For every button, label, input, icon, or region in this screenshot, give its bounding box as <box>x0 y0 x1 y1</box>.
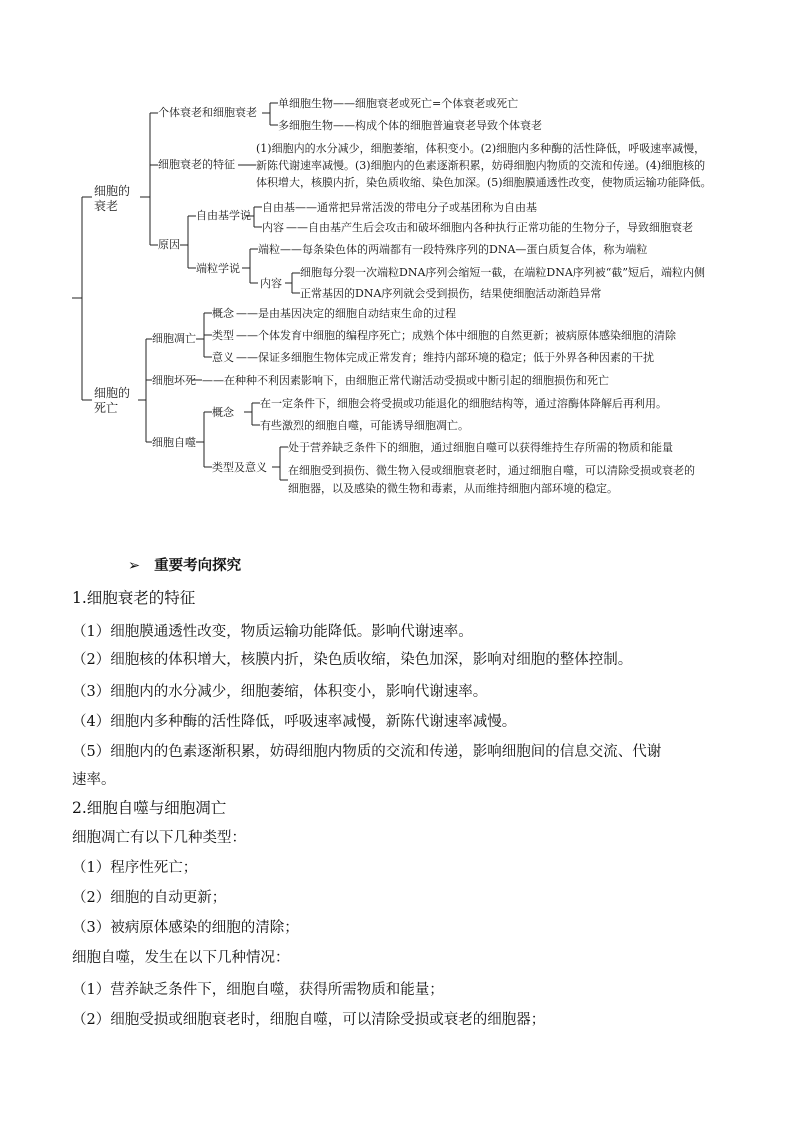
aging-features-node: 细胞衰老的特征 <box>158 158 235 171</box>
list-item: （2）细胞的自动更新； <box>72 890 227 906</box>
list-item: （4）细胞内多种酶的活性降低，呼吸速率减慢，新陈代谢速率减慢。 <box>72 714 517 730</box>
multicellular-text: 多细胞生物——构成个体的细胞普遍衰老导致个体衰老 <box>278 119 542 132</box>
apoptosis-concept: ——是由基因决定的细胞自动结束生命的过程 <box>236 307 456 320</box>
list-item: （1）细胞膜通透性改变，物质运输功能降低。影响代谢速率。 <box>72 624 473 640</box>
list-item: （3）被病原体感染的细胞的清除； <box>72 920 299 936</box>
aging-features-line-3: 体积增大，核膜内折，染色质收缩、染色加深。(5)细胞膜通透性改变，使物质运输功能降低。 <box>256 176 712 189</box>
autophagy-type-2-line-1: 在细胞受到损伤、微生物入侵或细胞衰老时，通过细胞自噬，可以清除受损或衰老的 <box>288 464 695 477</box>
section-1-title: 1.细胞衰老的特征 <box>72 589 196 607</box>
unicellular-text: 单细胞生物——细胞衰老或死亡=个体衰老或死亡 <box>278 97 519 110</box>
apoptosis-types: ——个体发育中细胞的编程序死亡；成熟个体中细胞的自然更新；被病原体感染细胞的清除 <box>236 329 676 342</box>
telomere-content-label: 内容 <box>260 277 282 290</box>
autophagy-concept-line-1: 在一定条件下，细胞会将受损或功能退化的细胞结构等，通过溶酶体降解后再利用。 <box>260 397 667 410</box>
apoptosis-types-label: 类型 <box>212 329 234 342</box>
concept-map <box>0 0 800 520</box>
arrow-icon: ➢ <box>128 558 141 574</box>
death-node: 细胞的死亡 <box>94 386 131 415</box>
autophagy-intro: 细胞自噬，发生在以下几种情况： <box>72 950 290 966</box>
necrosis-node: 细胞坏死 <box>152 374 196 387</box>
necrosis-content: ——在种种不利因素影响下，由细胞正常代谢活动受损或中断引起的细胞损伤和死亡 <box>202 374 609 387</box>
autophagy-concept-label: 概念 <box>212 406 234 419</box>
free-radical-content-label: 内容 <box>262 221 284 234</box>
apoptosis-node: 细胞凋亡 <box>152 332 196 345</box>
autophagy-types-label: 类型及意义 <box>212 461 267 474</box>
list-item: （1）程序性死亡； <box>72 860 198 876</box>
aging-node: 细胞的衰老 <box>94 184 131 213</box>
causes-node: 原因 <box>158 238 180 251</box>
list-item: （3）细胞内的水分减少，细胞萎缩，体积变小，影响代谢速率。 <box>72 684 488 700</box>
apoptosis-concept-label: 概念 <box>212 307 234 320</box>
apoptosis-meaning-label: 意义 <box>212 351 234 364</box>
free-radical-definition: 自由基——通常把异常活泼的带电分子或基团称为自由基 <box>262 201 537 214</box>
apoptosis-meaning: ——保证多细胞生物体完成正常发育；维持内部环境的稳定；低于外界各种因素的干扰 <box>236 351 654 364</box>
aging-features-line-1: (1)细胞内的水分减少，细胞萎缩，体积变小。(2)细胞内多种酶的活性降低，呼吸速率减慢， <box>256 142 706 155</box>
apoptosis-intro: 细胞凋亡有以下几种类型： <box>72 830 246 846</box>
autophagy-type-1: 处于营养缺乏条件下的细胞，通过细胞自噬可以获得维持生存所需的物质和能量 <box>288 441 673 454</box>
telomere-node: 端粒学说 <box>196 262 240 275</box>
list-item: （1）营养缺乏条件下，细胞自噬，获得所需物质和能量； <box>72 982 444 998</box>
list-item: （2）细胞受损或细胞衰老时，细胞自噬，可以清除受损或衰老的细胞器； <box>72 1012 546 1028</box>
telomere-content-line-2: 正常基因的DNA序列就会受到损伤，结果使细胞活动渐趋异常 <box>300 287 602 300</box>
aging-features-line-2: 新陈代谢速率减慢。(3)细胞内的色素逐渐积累，妨碍细胞内物质的交流和传递。(4)细胞核的 <box>256 159 706 172</box>
autophagy-type-2-line-2: 细胞器，以及感染的微生物和毒素，从而维持细胞内部环境的稳定。 <box>288 482 618 495</box>
autophagy-concept-line-2: 有些激烈的细胞自噬，可能诱导细胞凋亡。 <box>260 419 469 432</box>
list-item: （5）细胞内的色素逐渐积累，妨碍细胞内物质的交流和传递，影响细胞间的信息交流、代谢 <box>72 744 662 760</box>
autophagy-node: 细胞自噬 <box>152 436 196 449</box>
telomere-content-line-1: 细胞每分裂一次端粒DNA序列会缩短一截，在端粒DNA序列被“截”短后，端粒内侧 <box>300 266 706 279</box>
free-radical-content: ——自由基产生后会攻击和破坏细胞内各种执行正常功能的生物分子，导致细胞衰老 <box>286 221 693 234</box>
list-item: （2）细胞核的体积增大，核膜内折，染色质收缩，染色加深，影响对细胞的整体控制。 <box>72 652 633 668</box>
list-item-continuation: 速率。 <box>72 772 116 788</box>
section-title: 重要考向探究 <box>154 558 242 574</box>
free-radical-node: 自由基学说 <box>196 209 251 222</box>
section-2-title: 2.细胞自噬与细胞凋亡 <box>72 799 227 817</box>
telomere-definition: 端粒——每条染色体的两端都有一段特殊序列的DNA—蛋白质复合体，称为端粒 <box>258 243 648 256</box>
individual-aging-node: 个体衰老和细胞衰老 <box>158 106 257 119</box>
section-heading <box>128 554 241 575</box>
